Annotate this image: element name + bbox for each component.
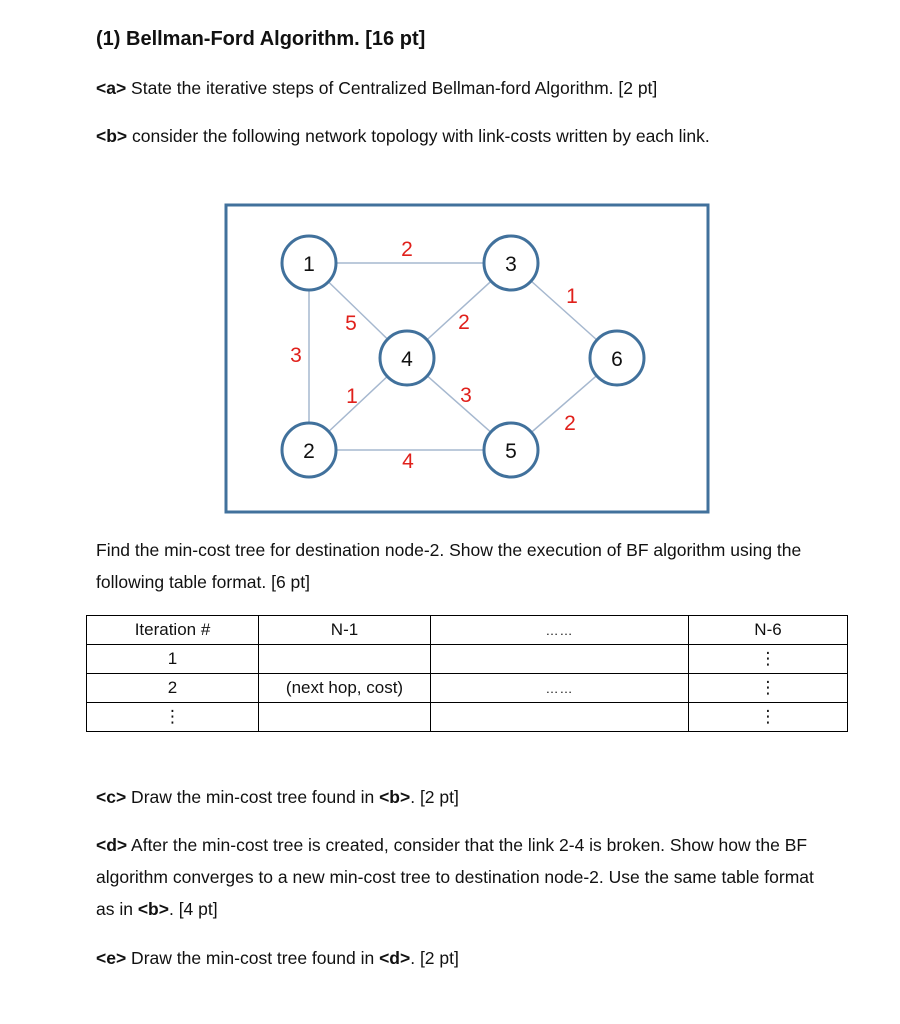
node-5-label: 5: [505, 440, 517, 463]
part-c-tail: . [2 pt]: [410, 787, 459, 807]
table-row: [87, 645, 848, 674]
table-cell: ⋮: [689, 674, 848, 703]
cost-1-3: 2: [401, 238, 413, 261]
cost-4-3: 2: [458, 311, 470, 334]
cost-4-5: 3: [460, 384, 472, 407]
table-header-row: [87, 616, 848, 645]
part-e-text: [96, 942, 836, 974]
part-c-body: Draw the min-cost tree found in: [126, 787, 380, 807]
cost-2-4: 1: [346, 385, 358, 408]
cost-5-6: 2: [564, 412, 576, 435]
question-title: (1) Bellman-Ford Algorithm. [16 pt]: [96, 28, 426, 50]
header-n1: N-1: [259, 616, 431, 645]
table-cell: ⋮: [87, 703, 259, 732]
part-e-tag: <e>: [96, 948, 127, 968]
cost-3-6: 1: [566, 285, 578, 308]
part-d-tail: . [4 pt]: [168, 899, 218, 919]
table-cell: (next hop, cost): [259, 674, 431, 703]
node-5: [484, 423, 538, 477]
bf-table: [86, 615, 848, 732]
part-b-body: consider the following network topology with link-costs written by each link.: [127, 126, 710, 146]
node-3-label: 3: [505, 253, 517, 276]
table-cell: 1: [87, 645, 259, 674]
part-e-tail: . [2 pt]: [410, 948, 459, 968]
part-c-tag: <c>: [96, 787, 127, 807]
part-e-ref: <d>: [379, 948, 411, 968]
table-cell: [259, 703, 431, 732]
part-a-tag: <a>: [96, 78, 127, 98]
part-e-body: Draw the min-cost tree found in: [126, 948, 380, 968]
node-4: [380, 331, 434, 385]
part-b-tag: <b>: [96, 126, 128, 146]
table-cell: ⋮: [689, 645, 848, 674]
cost-2-5: 4: [402, 450, 414, 473]
table-row: [87, 674, 848, 703]
part-d-ref: <b>: [137, 899, 169, 919]
find-instruction: Find the min-cost tree for destination node-2. Show the execution of BF algorithm using the following table format. [6 pt]: [96, 540, 802, 592]
node-2: [282, 423, 336, 477]
part-d-body: After the min-cost tree is created, consider that the link 2-4 is broken. Show how the BF algorithm converges to a new min-cost tree to destination node-2. Use the same table format as in: [96, 835, 814, 919]
node-6-label: 6: [611, 348, 623, 371]
header-iteration: Iteration #: [87, 616, 259, 645]
table-cell: [431, 645, 689, 674]
table-cell: ⋮: [689, 703, 848, 732]
part-c-ref: <b>: [379, 787, 411, 807]
node-2-label: 2: [303, 440, 315, 463]
table-cell: ……: [431, 674, 689, 703]
part-a-body: State the iterative steps of Centralized Bellman-ford Algorithm. [2 pt]: [126, 78, 658, 98]
header-n6: N-6: [689, 616, 848, 645]
node-4-label: 4: [401, 348, 413, 371]
cost-1-4: 5: [345, 312, 357, 335]
cost-1-2: 3: [290, 344, 302, 367]
node-1: [282, 236, 336, 290]
table-cell: [259, 645, 431, 674]
table-cell: 2: [87, 674, 259, 703]
part-c-text: [96, 781, 836, 813]
header-ellipsis: ……: [431, 616, 689, 645]
part-d-tag: <d>: [96, 835, 128, 855]
table-cell: [431, 703, 689, 732]
node-3: [484, 236, 538, 290]
node-1-label: 1: [303, 253, 315, 276]
node-6: [590, 331, 644, 385]
table-row: [87, 703, 848, 732]
part-d-text: [96, 829, 836, 925]
